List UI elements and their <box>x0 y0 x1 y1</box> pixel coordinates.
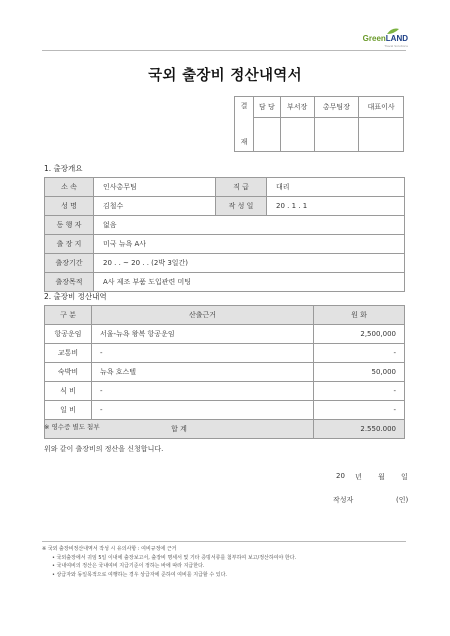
section-expense-title: 2. 출장비 정산내역 <box>44 292 107 301</box>
dept-label: 소 속 <box>45 178 94 197</box>
table-row <box>45 382 405 401</box>
footer-bullet: • 상급자와 동일목적으로 여행하는 경우 상급자에 준하여 여비를 지급할 수 있다. <box>52 571 227 578</box>
approval-table <box>234 96 404 152</box>
logo-tagline: Travel Solutions <box>384 44 408 48</box>
footer-title: ※ 국외 출장비정산내역서 작성 시 유의사항 : 여비규정에 근거 <box>42 546 177 552</box>
period-value[interactable]: 20 . . ~ 20 . . (2박 3일간) <box>94 254 405 273</box>
expense-amount[interactable]: 50,000 <box>314 363 405 382</box>
signature-box-ceo[interactable] <box>359 117 404 151</box>
approval-header-ceo: 대표이사 <box>359 97 404 118</box>
date-day-unit: 일 <box>401 473 408 481</box>
companion-label: 동 행 자 <box>45 216 94 235</box>
header-divider <box>42 50 406 51</box>
table-row <box>45 363 405 382</box>
expense-header-category: 구 분 <box>45 306 92 325</box>
logo-wordmark: GreenLAND <box>362 34 408 43</box>
expense-amount[interactable]: - <box>314 344 405 363</box>
signature-box-staff[interactable] <box>254 117 281 151</box>
expense-amount[interactable]: - <box>314 401 405 420</box>
footer-bullet: • 국내여비의 정산은 국내여비 지급기준이 정하는 바에 따라 지급한다. <box>52 563 205 569</box>
purpose-label: 출장목적 <box>45 273 94 292</box>
footer-bullet: • 국외출장에서 귀임 5일 이내에 출장보고서, 출장비 명세서 및 기타 증빙서류를 첨부하여 보고/정산하여야 한다. <box>52 554 297 561</box>
table-row <box>45 401 405 420</box>
page-title: 국외 출장비 정산내역서 <box>148 68 302 84</box>
expense-amount[interactable]: - <box>314 382 405 401</box>
seal-mark[interactable]: (인) <box>396 496 409 504</box>
expense-basis[interactable]: 뉴욕 호스텔 <box>92 363 314 382</box>
expense-category: 항공운임 <box>45 325 92 344</box>
date-month-unit: 월 <box>378 473 385 481</box>
destination-label: 출 장 지 <box>45 235 94 254</box>
date-label: 작 성 일 <box>216 197 267 216</box>
section-overview-title: 1. 출장개요 <box>44 164 83 173</box>
companion-value[interactable]: 없음 <box>94 216 405 235</box>
footer-notes <box>42 541 406 579</box>
approval-header-general-affairs: 총무팀장 <box>314 97 359 118</box>
total-amount: 2.550.000 <box>314 420 405 439</box>
approval-header-dept-head: 부서장 <box>280 97 314 118</box>
receipt-note: ※ 영수증 별도 첨부 <box>44 423 100 431</box>
date-value[interactable]: 20 . 1 . 1 <box>267 197 405 216</box>
expense-header-basis: 산출근거 <box>92 306 314 325</box>
table-row <box>45 344 405 363</box>
name-value[interactable]: 김철수 <box>94 197 216 216</box>
company-logo <box>358 30 408 48</box>
trip-overview-table <box>44 177 405 292</box>
date-year[interactable]: 20 <box>336 472 345 480</box>
approval-header-staff: 담 당 <box>254 97 281 118</box>
expense-basis[interactable]: - <box>92 401 314 420</box>
expense-category: 식 비 <box>45 382 92 401</box>
purpose-value[interactable]: A사 제조 부품 도입관련 미팅 <box>94 273 405 292</box>
period-label: 출장기간 <box>45 254 94 273</box>
expense-category: 숙박비 <box>45 363 92 382</box>
expense-basis[interactable]: 서울-뉴욕 왕복 항공운임 <box>92 325 314 344</box>
expense-amount[interactable]: 2,500,000 <box>314 325 405 344</box>
expense-category: 일 비 <box>45 401 92 420</box>
total-label: 합 계 <box>45 420 314 439</box>
date-year-unit: 년 <box>355 473 362 481</box>
name-label: 성 명 <box>45 197 94 216</box>
table-row <box>45 325 405 344</box>
signature-box-dept-head[interactable] <box>280 117 314 151</box>
signature-box-general-affairs[interactable] <box>314 117 359 151</box>
position-value[interactable]: 대리 <box>267 178 405 197</box>
approval-label: 결 재 <box>235 97 254 152</box>
expense-basis[interactable]: - <box>92 344 314 363</box>
expense-table <box>44 305 405 439</box>
expense-category: 교통비 <box>45 344 92 363</box>
leaf-icon <box>386 28 400 35</box>
expense-header-amount: 원 화 <box>314 306 405 325</box>
request-statement: 위와 같이 출장비의 정산을 신청합니다. <box>44 445 164 453</box>
author-label: 작성자 <box>333 496 354 504</box>
position-label: 직 급 <box>216 178 267 197</box>
dept-value[interactable]: 인사총무팀 <box>94 178 216 197</box>
expense-basis[interactable]: - <box>92 382 314 401</box>
destination-value[interactable]: 미국 뉴욕 A사 <box>94 235 405 254</box>
